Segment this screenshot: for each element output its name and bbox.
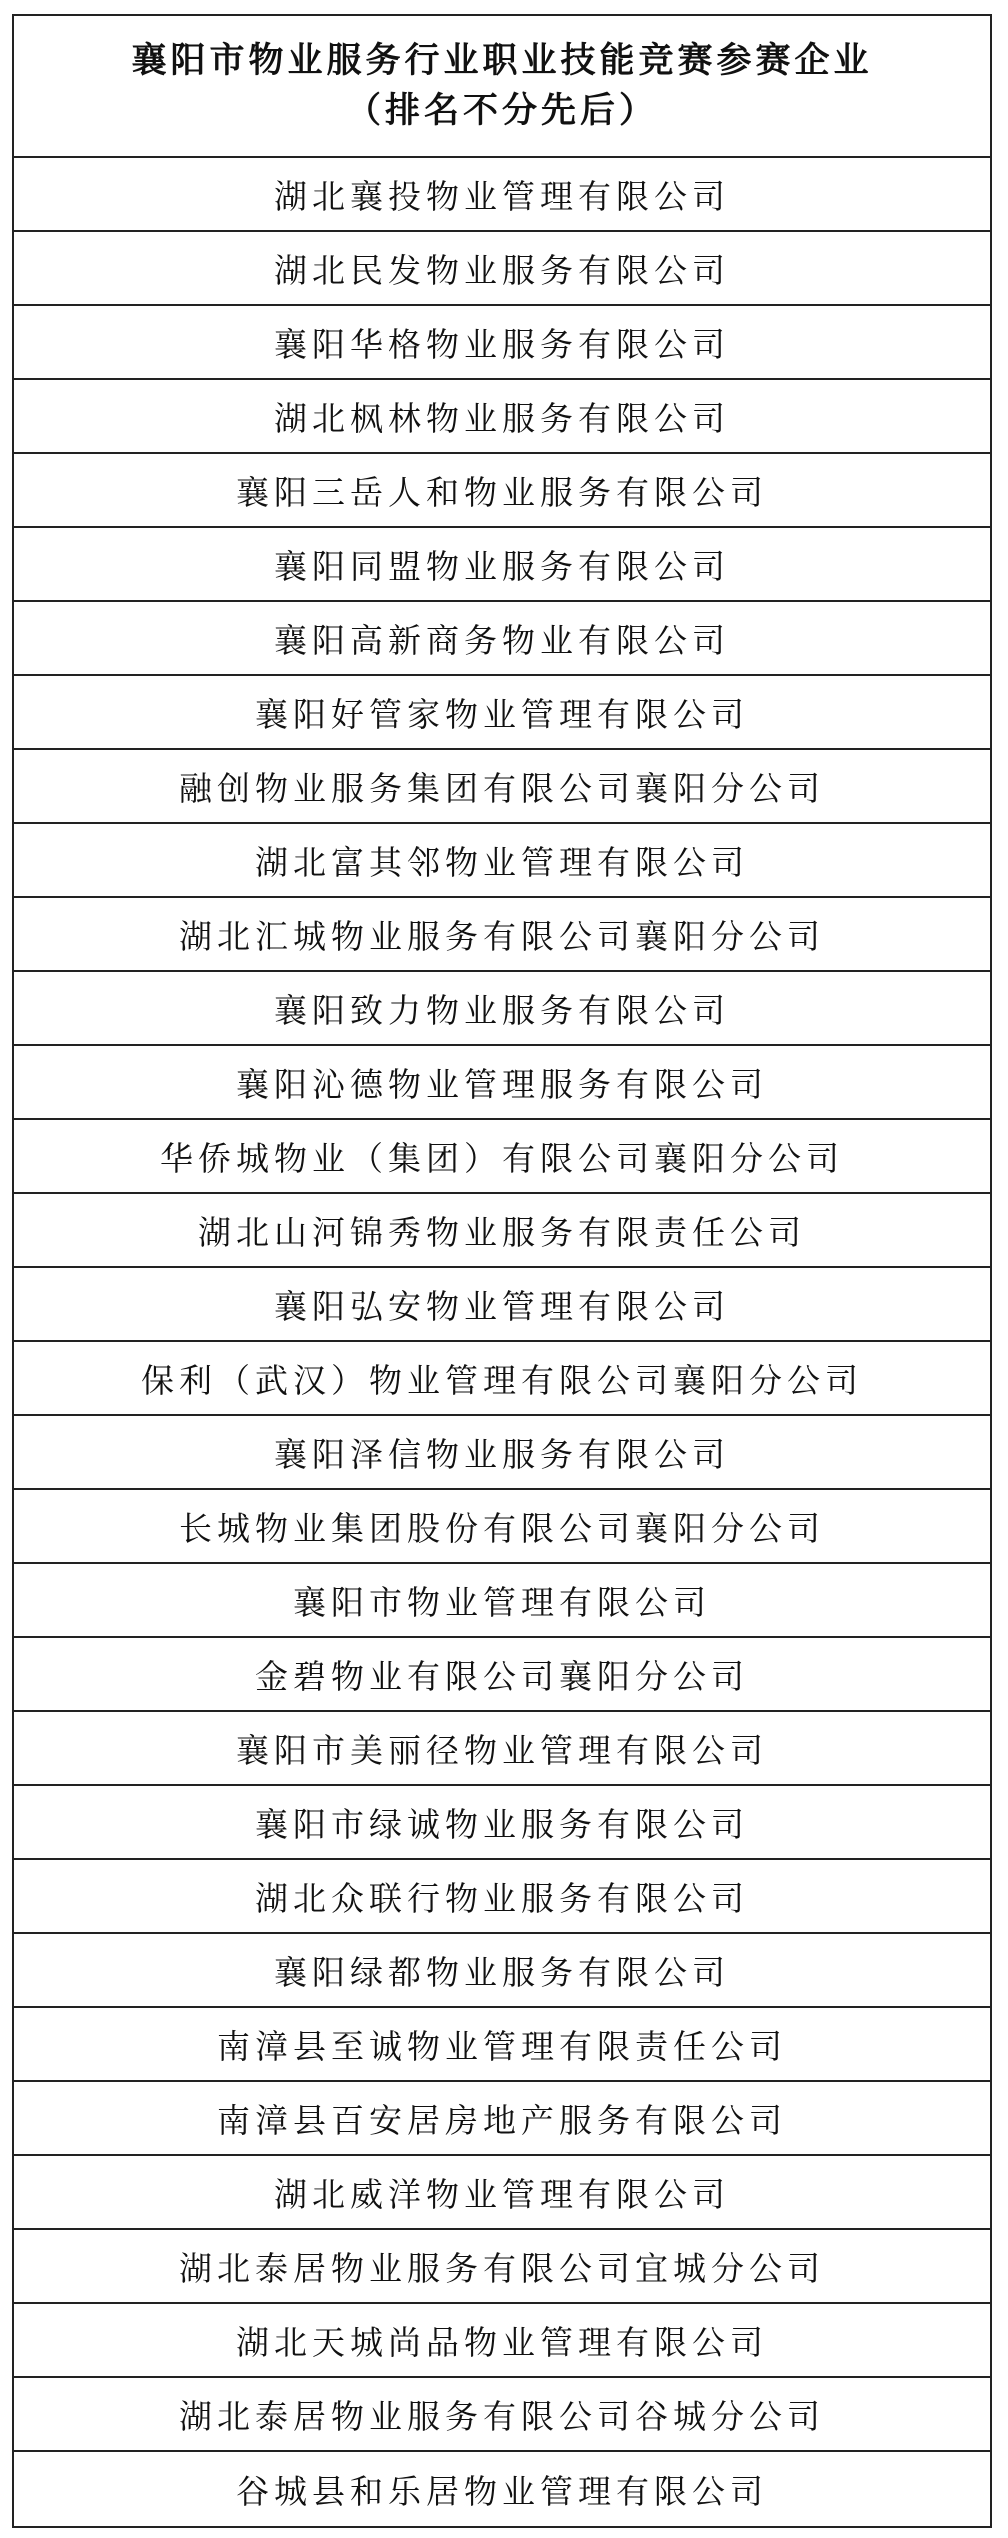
company-name: 长城物业集团股份有限公司襄阳分公司	[179, 1508, 825, 1548]
company-list	[14, 158, 990, 2526]
company-name: 谷城县和乐居物业管理有限公司	[236, 2471, 768, 2511]
table-row	[14, 2082, 990, 2156]
company-name: 湖北汇城物业服务有限公司襄阳分公司	[179, 916, 825, 956]
company-name: 襄阳市绿诚物业服务有限公司	[255, 1804, 749, 1844]
table-row	[14, 1120, 990, 1194]
company-name: 湖北天城尚品物业管理有限公司	[236, 2322, 768, 2362]
company-name: 南漳县至诚物业管理有限责任公司	[217, 2026, 787, 2066]
table-row	[14, 750, 990, 824]
table-row	[14, 1046, 990, 1120]
page-subtitle: （排名不分先后）	[345, 90, 658, 131]
company-name: 湖北枫林物业服务有限公司	[274, 398, 730, 438]
table-row	[14, 454, 990, 528]
table-row	[14, 1342, 990, 1416]
company-name: 襄阳沁德物业管理服务有限公司	[236, 1064, 768, 1104]
table-row	[14, 158, 990, 232]
company-name: 襄阳绿都物业服务有限公司	[274, 1952, 730, 1992]
table-row	[14, 2304, 990, 2378]
company-name: 襄阳市美丽径物业管理有限公司	[236, 1730, 768, 1770]
company-name: 华侨城物业（集团）有限公司襄阳分公司	[160, 1138, 844, 1178]
table-row	[14, 1786, 990, 1860]
company-name: 襄阳市物业管理有限公司	[293, 1582, 711, 1622]
table-row	[14, 2156, 990, 2230]
table-row	[14, 2452, 990, 2526]
table-row	[14, 1638, 990, 1712]
company-name: 融创物业服务集团有限公司襄阳分公司	[179, 768, 825, 808]
table-row	[14, 1712, 990, 1786]
company-table	[12, 14, 992, 2528]
table-row	[14, 2008, 990, 2082]
company-name: 襄阳泽信物业服务有限公司	[274, 1434, 730, 1474]
company-name: 襄阳弘安物业管理有限公司	[274, 1286, 730, 1326]
table-row	[14, 1934, 990, 2008]
page-title: 襄阳市物业服务行业职业技能竞赛参赛企业	[131, 40, 873, 81]
company-name: 湖北山河锦秀物业服务有限责任公司	[198, 1212, 806, 1252]
company-name: 襄阳高新商务物业有限公司	[274, 620, 730, 660]
table-header	[14, 16, 990, 158]
table-row	[14, 306, 990, 380]
table-row	[14, 824, 990, 898]
table-row	[14, 602, 990, 676]
company-name: 湖北民发物业服务有限公司	[274, 250, 730, 290]
company-name: 湖北富其邻物业管理有限公司	[255, 842, 749, 882]
table-row	[14, 1490, 990, 1564]
company-name: 湖北众联行物业服务有限公司	[255, 1878, 749, 1918]
company-name: 湖北威洋物业管理有限公司	[274, 2174, 730, 2214]
table-row	[14, 2230, 990, 2304]
company-name: 湖北襄投物业管理有限公司	[274, 176, 730, 216]
table-row	[14, 1416, 990, 1490]
table-row	[14, 1860, 990, 1934]
table-row	[14, 676, 990, 750]
company-name: 襄阳致力物业服务有限公司	[274, 990, 730, 1030]
table-row	[14, 528, 990, 602]
company-name: 保利（武汉）物业管理有限公司襄阳分公司	[141, 1360, 863, 1400]
table-row	[14, 1268, 990, 1342]
company-name: 襄阳三岳人和物业服务有限公司	[236, 472, 768, 512]
table-row	[14, 1194, 990, 1268]
company-name: 湖北泰居物业服务有限公司宜城分公司	[179, 2248, 825, 2288]
company-name: 襄阳华格物业服务有限公司	[274, 324, 730, 364]
company-name: 襄阳同盟物业服务有限公司	[274, 546, 730, 586]
table-row	[14, 2378, 990, 2452]
table-row	[14, 898, 990, 972]
company-name: 襄阳好管家物业管理有限公司	[255, 694, 749, 734]
table-row	[14, 232, 990, 306]
table-row	[14, 380, 990, 454]
company-name: 湖北泰居物业服务有限公司谷城分公司	[179, 2396, 825, 2436]
table-row	[14, 972, 990, 1046]
company-name: 金碧物业有限公司襄阳分公司	[255, 1656, 749, 1696]
table-row	[14, 1564, 990, 1638]
company-name: 南漳县百安居房地产服务有限公司	[217, 2100, 787, 2140]
